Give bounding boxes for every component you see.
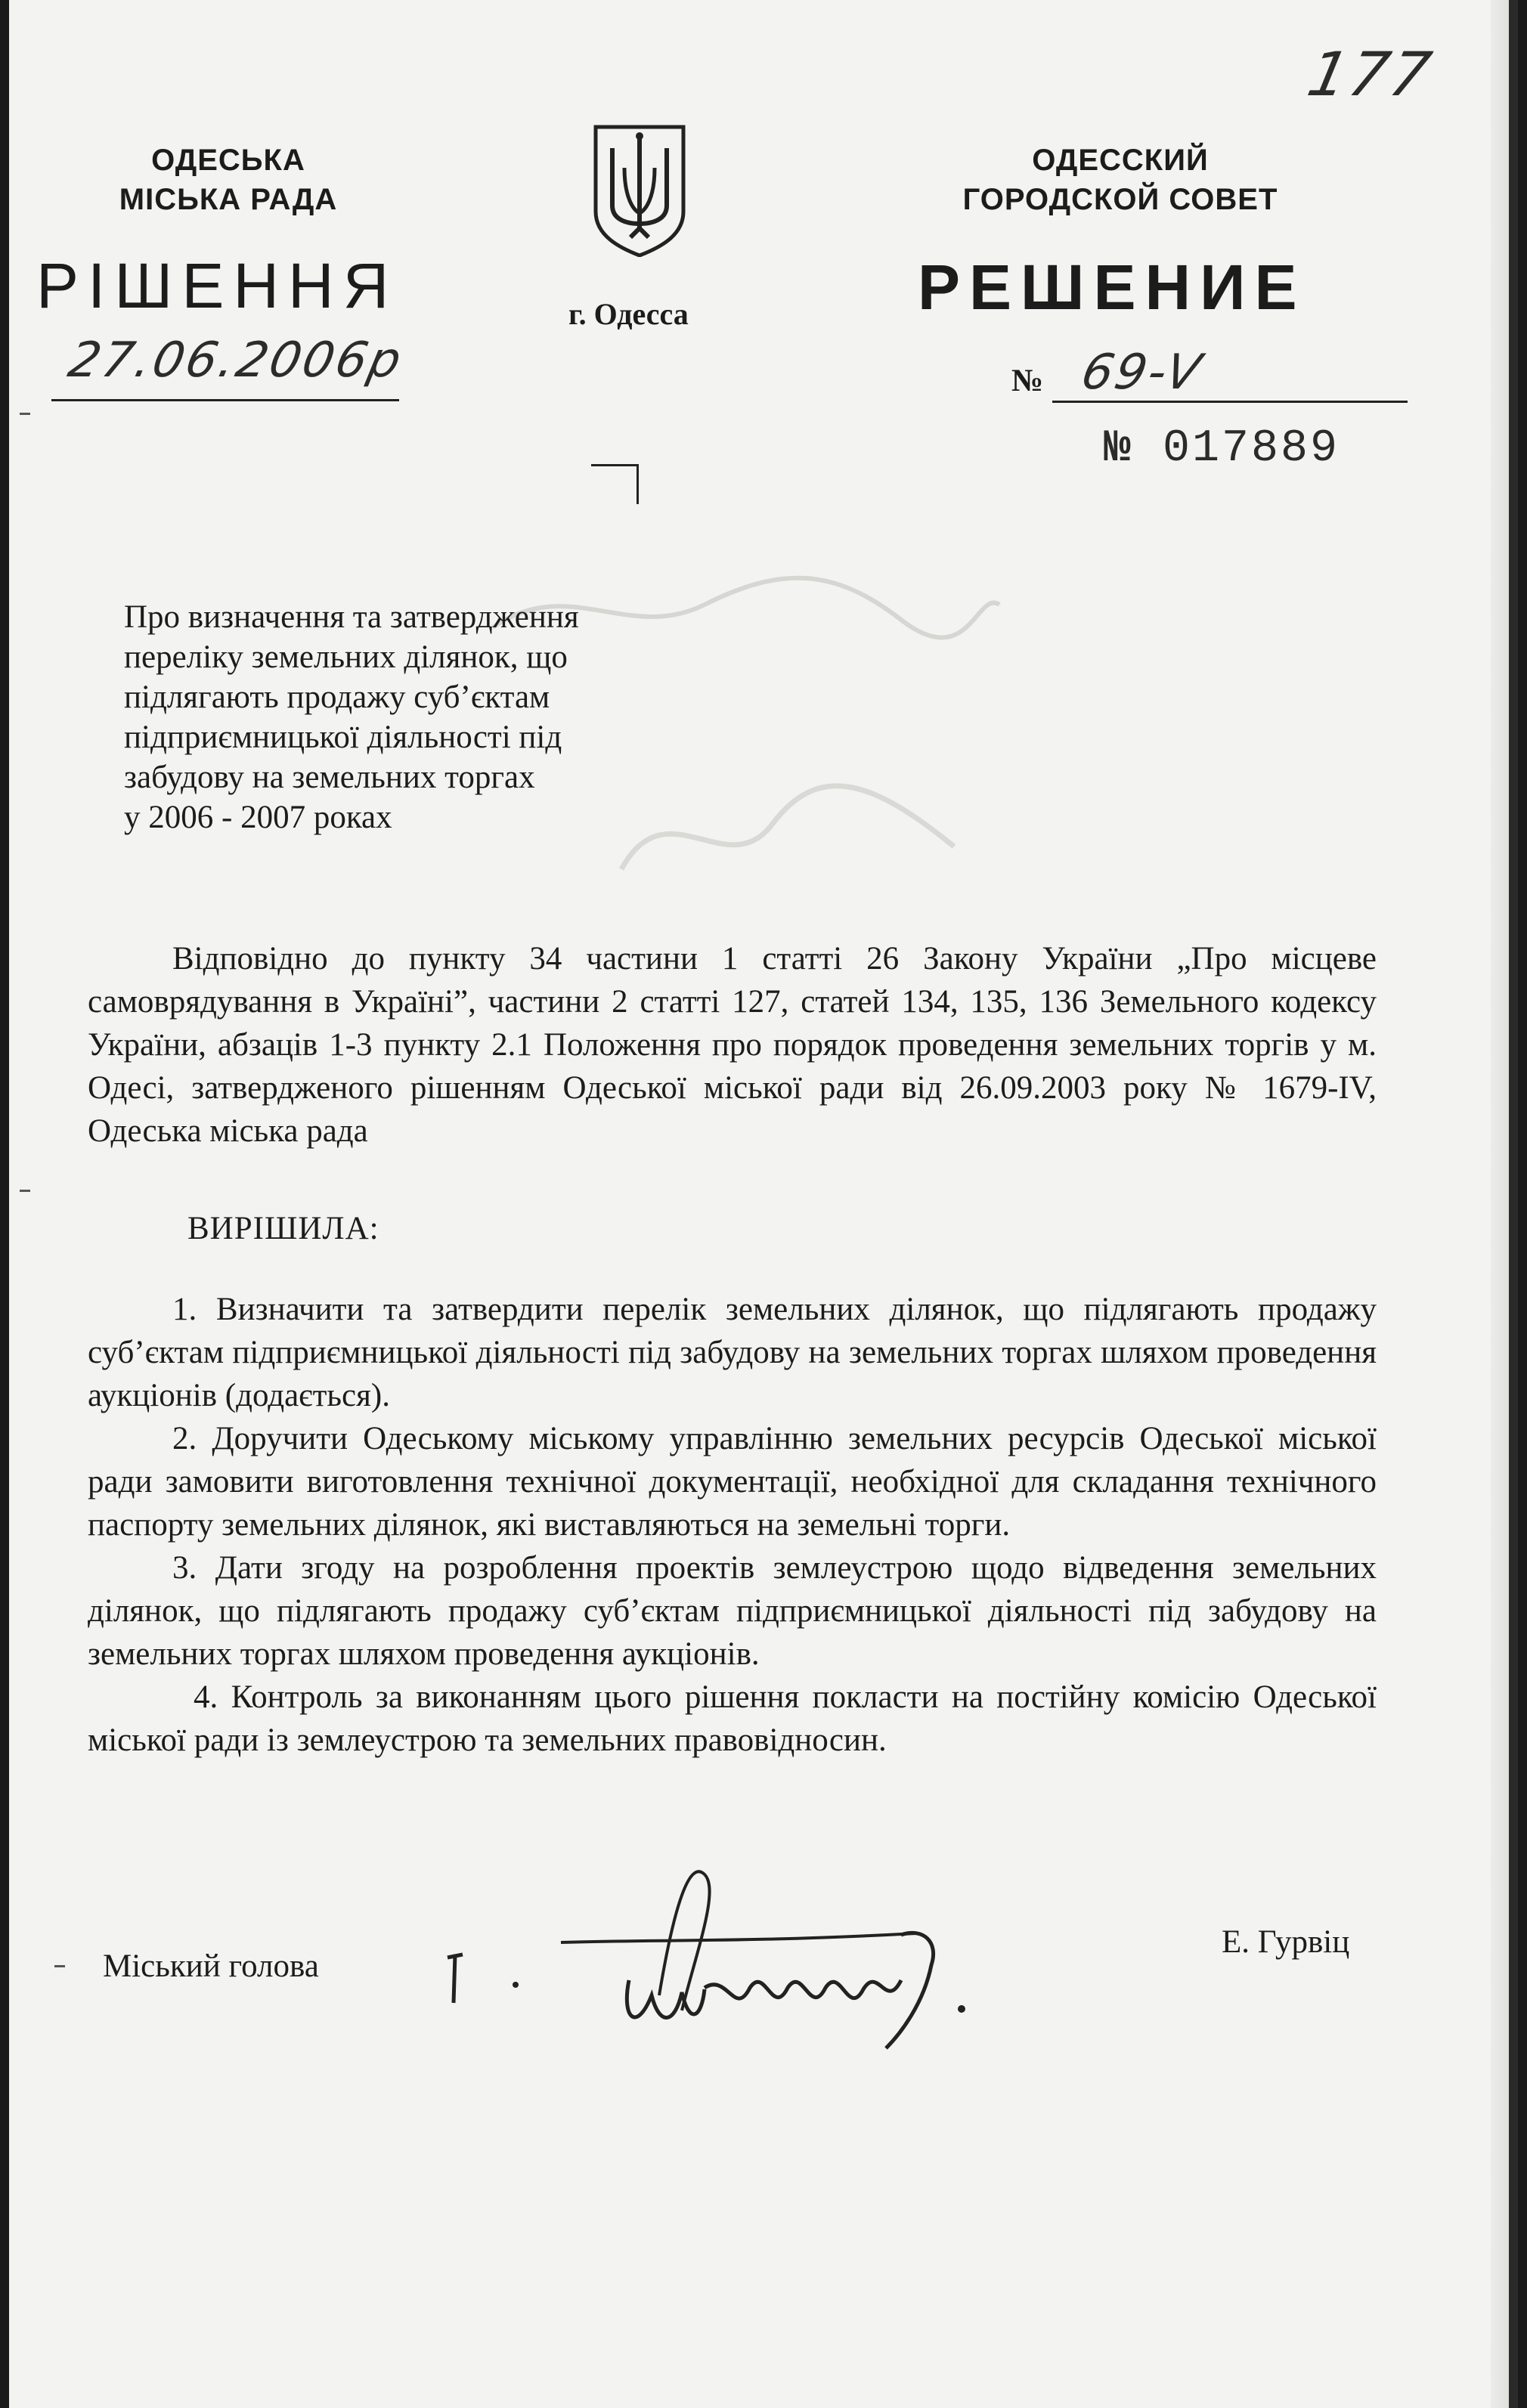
resolution-item: 1. Визначити та затвердити перелік земельних ділянок, що підлягають продажу суб’єктам підприємницької діяльності під забудову на земельних торгах шляхом проведення аукціонів (додається). [88,1292,1377,1413]
page-edge [1509,0,1518,2408]
subject-line: підлягають продажу суб’єктам [124,679,550,715]
signature-title: Міський голова [103,1948,319,1984]
right-org-name [924,141,1317,219]
subject-line: у 2006 - 2007 роках [124,800,392,835]
right-doc-type: РЕШЕНИЕ [918,252,1306,323]
serial-stamp [1104,423,1340,475]
corner-bracket [591,464,639,504]
preamble-block [88,937,1377,1153]
margin-tick [20,1190,30,1192]
left-org-line: ОДЕСЬКА [151,144,305,177]
page-number-handwritten: 177 [1302,39,1439,110]
resolution-item: 2. Доручити Одеському міському управлінню земельних ресурсів Одеської міської ради замовити виготовлення технічної документації, необхідної для складання технічного паспорту земельних ділянок, які виставляються на земельні торги. [88,1421,1377,1543]
left-org-line: МІСЬКА РАДА [119,183,338,216]
margin-tick [20,413,30,415]
decision-date-handwritten: 27.06.2006р [63,333,408,388]
subject-line: забудову на земельних торгах [124,760,535,795]
number-label: № [1011,364,1044,398]
handwritten-signature [432,1844,1083,2071]
signatory-name: Е. Гурвіц [1222,1924,1350,1960]
preamble-text: Відповідно до пункту 34 частини 1 статті 26 Закону України „Про місцеве самоврядування в Україні”, частини 2 статті 127, статей 134, 135, 136 Земельного кодексу України, абзаців 1-3 пункту 2.1 Положення про порядок проведення земельних торгів у м. Одесі, затвердженого рішенням Одеської міської ради від 26.09.2003 року № 1679-IV, Одеська міська рада [88,941,1377,1149]
trident-emblem-icon [591,122,688,257]
number-underline [1052,401,1408,403]
decision-number-handwritten: 69-V [1076,345,1208,401]
handwritten-signature-svg [432,1844,1083,2071]
resolution-item: 3. Дати згоду на розроблення проектів землеустрою щодо відведення земельних ділянок, що підлягають продажу суб’єктам підприємницької діяльності під забудову на земельних торгах шляхом проведення аукціонів. [88,1550,1377,1672]
subject-line: підприємницької діяльності під [124,720,562,755]
subject-line: Про визначення та затвердження [124,599,579,635]
subject-line: переліку земельних ділянок, що [124,639,568,675]
left-doc-type: РІШЕННЯ [36,250,398,321]
date-underline [51,399,399,401]
serial-stamp-prefix: № [1104,423,1134,475]
trident-emblem-svg [591,122,688,257]
serial-stamp-number: 017889 [1163,423,1340,475]
resolution-item: 4. Контроль за виконанням цього рішення покласти на постійну комісію Одеської міської ради із землеустрою та земельних правовідносин. [88,1679,1377,1758]
city-name: г. Одесса [568,297,689,331]
resolution-items [88,1288,1377,1762]
right-org-line: ОДЕССКИЙ [1032,144,1209,177]
right-org-line: ГОРОДСКОЙ СОВЕТ [962,183,1278,216]
margin-tick [54,1965,65,1967]
decision-subject [124,597,698,837]
document-page [9,0,1518,2408]
decided-heading: ВИРІШИЛА: [187,1211,379,1246]
left-org-name [92,141,364,219]
